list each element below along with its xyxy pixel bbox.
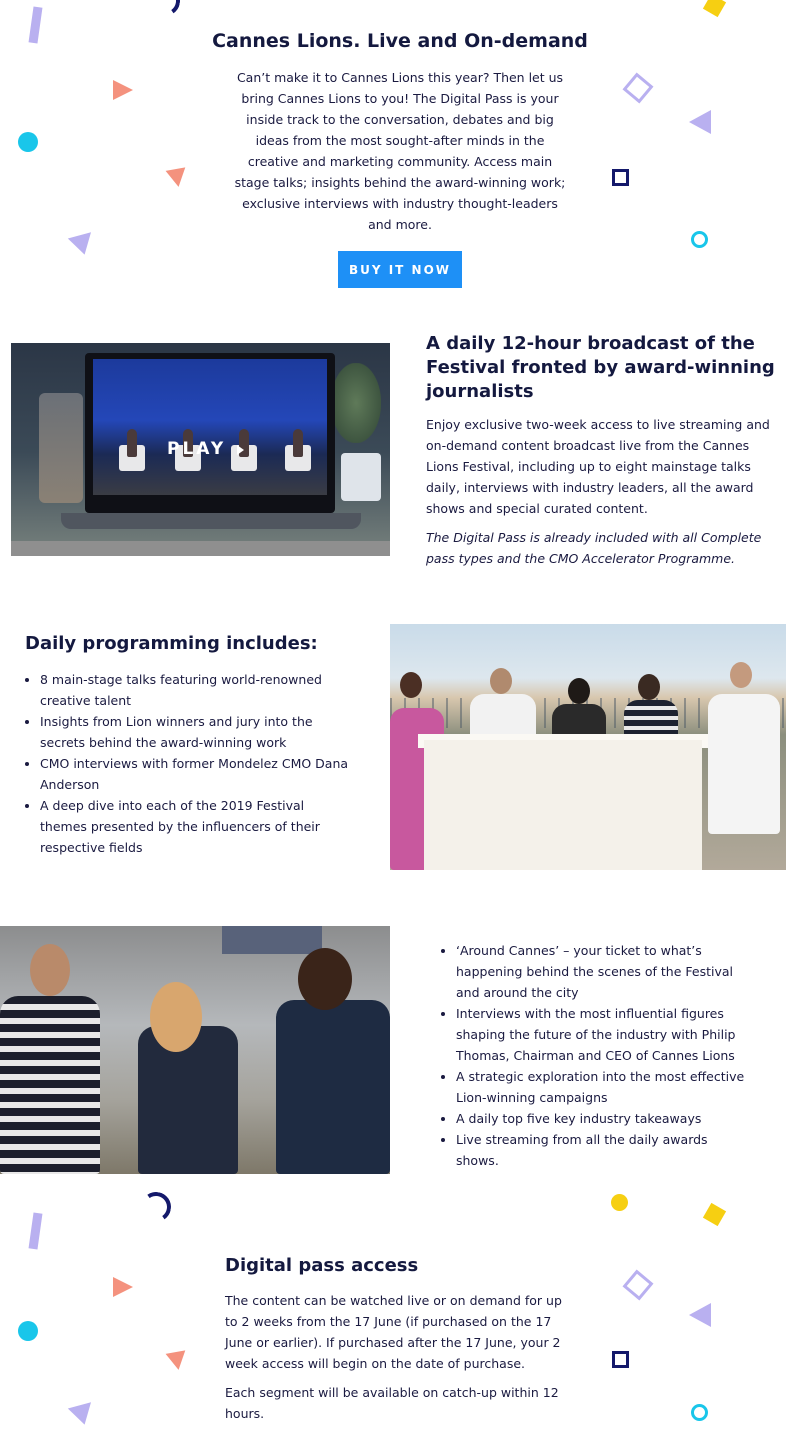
- list-item: • ‘Around Cannes’ – your ticket to what’s happening behind the scenes of the Festival and around the city: [456, 940, 751, 1003]
- festival-sign: [222, 926, 322, 954]
- confetti-diamond-icon: [703, 1203, 726, 1226]
- confetti-bar-icon: [29, 1213, 43, 1250]
- panel-discussion-photo: [390, 624, 786, 870]
- jar-shape: [39, 393, 83, 503]
- laptop-screen: [85, 353, 335, 513]
- stage-scene: [93, 359, 327, 495]
- access-section: [225, 1254, 570, 1424]
- hero-title: Cannes Lions. Live and On-demand: [212, 30, 588, 52]
- more-programming-list: [441, 940, 751, 1171]
- confetti-triangle-icon: [68, 1402, 96, 1428]
- play-triangle-icon[interactable]: [237, 445, 244, 455]
- table-shape: [424, 740, 702, 870]
- more-programming-section: [441, 940, 751, 1171]
- hero-description: Can’t make it to Cannes Lions this year? Then let us bring Cannes Lions to you! The Digital Pass is your inside track to the conversation, debates and big ideas from the most sought-after minds in the creative and marketing community. Access main stage talks; insights behind the award-winning work; exclusive interviews with industry thought-leaders and more.: [234, 70, 566, 232]
- person-shape: [0, 996, 100, 1174]
- confetti-arc-icon: [139, 1190, 174, 1225]
- list-item: • 8 main-stage talks featuring world-renowned creative talent: [40, 669, 355, 711]
- access-description: The content can be watched live or on demand for up to 2 weeks from the 17 June (if purchased on the 17 June or earlier). If purchased after the 17 June, your 2 week access will begin on the date of purchase.: [225, 1293, 562, 1371]
- programming-section: [25, 632, 355, 858]
- access-note: Each segment will be available on catch-up within 12 hours.: [225, 1385, 559, 1421]
- confetti-diamond-outline-icon: [623, 1270, 654, 1301]
- confetti-square-icon: [612, 1351, 629, 1368]
- person-head: [400, 672, 422, 698]
- confetti-arc-icon: [148, 0, 183, 18]
- person-head: [298, 948, 352, 1010]
- confetti-triangle-icon: [113, 1277, 133, 1297]
- person-head: [638, 674, 660, 700]
- list-item: • Insights from Lion winners and jury into the secrets behind the award-winning work: [40, 711, 355, 753]
- list-item: • A daily top five key industry takeaways: [456, 1108, 751, 1129]
- programming-title: Daily programming includes:: [25, 633, 318, 654]
- list-item: • CMO interviews with former Mondelez CMO Dana Anderson: [40, 753, 355, 795]
- stage-speaker: [293, 429, 303, 457]
- broadcast-section: [426, 332, 776, 569]
- list-item: • Interviews with the most influential figures shaping the future of the industry with Philip Thomas, Chairman and CEO of Cannes Lions: [456, 1003, 751, 1066]
- person-head: [730, 662, 752, 688]
- person-head: [150, 982, 202, 1052]
- access-title: Digital pass access: [225, 1255, 419, 1276]
- plant-shape: [331, 363, 381, 443]
- broadcast-description: Enjoy exclusive two-week access to live streaming and on-demand content broadcast live from the Cannes Lions Festival, including up to eight mainstage talks daily, interviews with industry leaders, all the award shows and special curated content.: [426, 417, 770, 516]
- broadcast-note: The Digital Pass is already included with all Complete pass types and the CMO Accelerator Programme.: [426, 530, 762, 566]
- hero-section: [0, 28, 800, 288]
- person-shape: [138, 1026, 238, 1174]
- interview-photo: [0, 926, 390, 1174]
- confetti-triangle-icon: [689, 1303, 711, 1327]
- person-head: [490, 668, 512, 694]
- person-shape: [708, 694, 780, 834]
- video-player[interactable]: [11, 343, 390, 556]
- broadcast-title: A daily 12-hour broadcast of the Festival fronted by award-winning journalists: [426, 333, 775, 402]
- laptop-base: [61, 513, 361, 529]
- list-item: • A deep dive into each of the 2019 Festival themes presented by the influencers of their respective fields: [40, 795, 355, 858]
- confetti-circle-icon: [18, 1321, 38, 1341]
- play-label[interactable]: PLAY: [167, 439, 227, 459]
- confetti-diamond-icon: [703, 0, 726, 17]
- confetti-circle-icon: [611, 1194, 628, 1211]
- confetti-ring-icon: [691, 1404, 708, 1421]
- confetti-triangle-icon: [166, 1350, 189, 1371]
- list-item: • Live streaming from all the daily awards shows.: [456, 1129, 751, 1171]
- person-head: [30, 944, 70, 996]
- buy-it-now-button[interactable]: BUY IT NOW: [338, 251, 462, 288]
- stage-speaker: [127, 429, 137, 457]
- programming-list: [25, 669, 355, 858]
- person-shape: [276, 1000, 390, 1174]
- person-head: [568, 678, 590, 704]
- mug-shape: [341, 453, 381, 501]
- list-item: • A strategic exploration into the most effective Lion-winning campaigns: [456, 1066, 751, 1108]
